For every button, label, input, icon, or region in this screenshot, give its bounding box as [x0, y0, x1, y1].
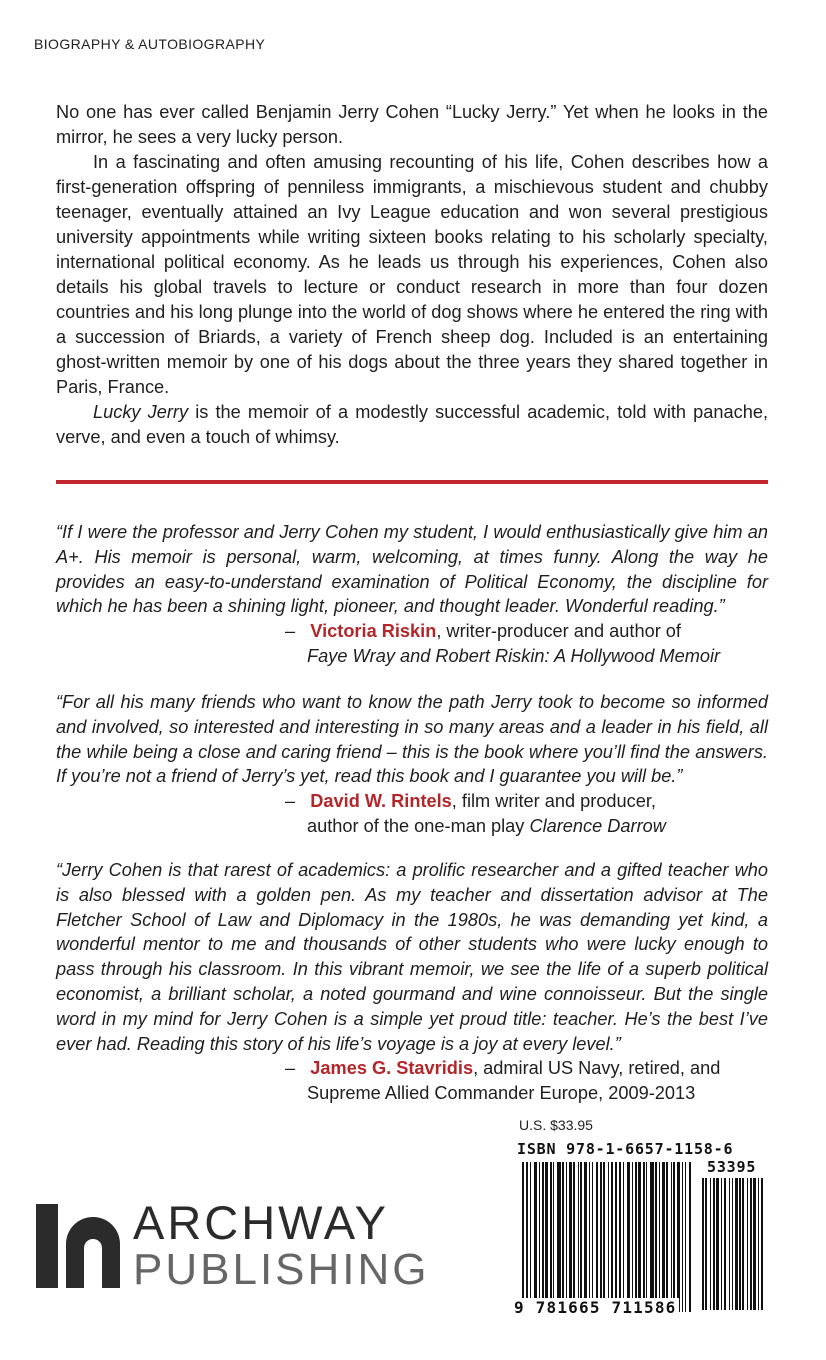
endorsement-1: [56, 520, 768, 669]
barcode-bar: [603, 1162, 605, 1312]
dash: –: [285, 1058, 296, 1079]
barcode-bar: [689, 1162, 691, 1312]
barcode-bar: [732, 1178, 733, 1310]
endorser-role: , admiral US Navy, retired, and: [473, 1058, 721, 1079]
barcode-bar: [753, 1178, 756, 1310]
barcode-bar: [542, 1162, 544, 1312]
blurb-paragraph-3: [56, 400, 768, 450]
barcode-bar: [671, 1162, 672, 1312]
blurb-paragraph-2: In a fascinating and often amusing recounting of his life, Cohen describes how a first-generation offspring of penniless immigrants, a mischievous student and chubby teenager, eventually attained an Ivy League education and won several prestigious university appointments while writing sixteen books relating to his scholarly specialty, international political economy. As he leads us through his experiences, Cohen also details his global travels to lecture or conduct research in more than four dozen countries and his long plunge into the world of dog shows where he entered the ring with a succession of Briards, a variety of French sheep dog. Included is an entertaining ghost-written memoir by one of his dogs about the three years they shared together in Paris, France.: [56, 152, 768, 397]
barcode-bar: [638, 1162, 641, 1312]
barcode-bar: [619, 1162, 621, 1312]
barcode-bar: [596, 1162, 598, 1312]
barcode-bar: [553, 1162, 554, 1312]
price-label: U.S. $33.95: [519, 1117, 593, 1133]
publisher-name-line1: ARCHWAY: [133, 1196, 389, 1249]
barcode-bar: [685, 1162, 686, 1312]
barcode-bar: [592, 1162, 593, 1312]
barcode-bar: [611, 1162, 613, 1312]
addon-code: 53395: [707, 1158, 757, 1176]
description-blurb: [56, 100, 768, 450]
barcode-bar: [562, 1162, 564, 1312]
barcode-bar: [534, 1162, 537, 1312]
barcode-bar: [526, 1162, 528, 1312]
barcode-bar: [713, 1178, 715, 1310]
endorser-name: James G. Stavridis: [310, 1058, 474, 1079]
barcode-bar: [635, 1162, 637, 1312]
barcode-bar: [530, 1162, 531, 1312]
barcode-bar: [742, 1178, 744, 1310]
blurb-paragraph-1: No one has ever called Benjamin Jerry Cohen “Lucky Jerry.” Yet when he looks in the mirror, he sees a very lucky person.: [56, 102, 768, 147]
endorser-role: , film writer and producer,: [451, 791, 656, 812]
barcode-bar: [747, 1178, 748, 1310]
endorser-role: , writer-producer and author of: [436, 621, 681, 642]
barcode-bar: [662, 1162, 665, 1312]
ean-digits: 9 781665 711586: [514, 1298, 677, 1317]
book-title: Lucky Jerry: [93, 402, 189, 422]
barcode-bar: [578, 1162, 579, 1312]
barcode-bar: [643, 1162, 645, 1312]
barcode-bar: [522, 1162, 524, 1312]
barcode-bar: [659, 1162, 660, 1312]
barcode-bar: [702, 1178, 704, 1310]
barcode-bar: [600, 1162, 602, 1312]
archway-logo-icon: [36, 1204, 120, 1288]
endorser-name: David W. Rintels: [310, 791, 452, 812]
isbn-label: ISBN 978-1-6657-1158-6: [517, 1140, 734, 1158]
barcode-bar: [557, 1162, 561, 1312]
barcode-bar: [721, 1178, 722, 1310]
barcode-bar: [724, 1178, 726, 1310]
endorsement-attribution: [285, 789, 768, 839]
endorsement-text: “For all his many friends who want to know the path Jerry took to become so informed and involved, so interested and interesting in so many areas and a leader in his field, all the while being a close and caring friend – this is the book where you’ll find the answers. If you’re not a friend of Jerry’s yet, read this book and I guarantee you will be.”: [56, 692, 768, 787]
endorser-name: Victoria Riskin: [310, 621, 437, 642]
barcode-bar: [580, 1162, 582, 1312]
barcode-bar: [739, 1178, 741, 1310]
endorser-work-title: Clarence Darrow: [529, 815, 666, 836]
barcode-bar: [627, 1162, 630, 1312]
barcode-bar: [545, 1162, 548, 1312]
category-label: BIOGRAPHY & AUTOBIOGRAPHY: [34, 36, 266, 52]
barcode-bar: [655, 1162, 657, 1312]
dash: –: [285, 621, 296, 642]
barcode-bar: [650, 1162, 654, 1312]
publisher-name-line2: PUBLISHING: [133, 1245, 430, 1294]
barcode-bar: [716, 1178, 719, 1310]
barcode-bar: [632, 1162, 633, 1312]
endorsement-attribution: [285, 1056, 768, 1106]
endorsement-attribution: [285, 619, 768, 669]
barcode-bar: [758, 1178, 759, 1310]
barcode-bar: [666, 1162, 668, 1312]
endorsement-2: [56, 690, 768, 839]
endorser-work: Faye Wray and Robert Riskin: A Hollywood Memoir: [307, 645, 721, 666]
barcode-bar: [539, 1162, 540, 1312]
barcode-bar: [705, 1178, 707, 1310]
blurb-paragraph-3-text: is the memoir of a modestly successful academic, told with panache, verve, and even a touch of whimsy.: [56, 402, 769, 447]
barcode-bar: [673, 1162, 675, 1312]
barcode-bar: [615, 1162, 617, 1312]
red-divider: [56, 480, 768, 484]
barcode-bar: [761, 1178, 763, 1310]
barcode-bar: [677, 1162, 680, 1312]
barcode-bar: [566, 1162, 567, 1312]
dash: –: [285, 791, 296, 812]
endorsement-text: “Jerry Cohen is that rarest of academics: a prolific researcher and a gifted teacher who is also blessed with a golden pen. As my teacher and dissertation advisor at The Fletcher School of Law and Diplomacy in the 1980s, he was demanding yet kind, a wonderful mentor to me and thousands of other students who were lucky enough to pass through his classroom. In this vibrant memoir, we see the life of a superb political economist, a brilliant scholar, a noted gourmand and wine connoisseur. But the single word in my mind for Jerry Cohen is a simple yet proud title: teacher. He’s the best I’ve ever had. Reading this story of his life’s voyage is a joy at every level.”: [56, 860, 768, 1054]
isbn-barcode: [522, 1162, 692, 1312]
barcode-bar: [729, 1178, 730, 1310]
endorsement-3: [56, 858, 768, 1106]
barcode-bar: [623, 1162, 624, 1312]
endorser-work-prefix: author of the one-man play: [307, 815, 530, 836]
barcode-bar: [682, 1162, 683, 1312]
barcode-bar: [573, 1162, 575, 1312]
barcode-bar: [550, 1162, 552, 1312]
endorser-work-line: [307, 814, 768, 839]
endorsement-text: “If I were the professor and Jerry Cohen my student, I would enthusiastically give him an A+. His memoir is personal, warm, welcoming, at times funny. Along the way he provides an easy-to-understand examination of Political Economy, the discipline for which he has been a shining light, pioneer, and thought leader. Wonderful reading.”: [56, 522, 768, 617]
barcode-bar: [646, 1162, 647, 1312]
barcode-bar: [750, 1178, 752, 1310]
price-addon-barcode: [702, 1178, 766, 1310]
barcode-bar: [584, 1162, 587, 1312]
endorser-title: Supreme Allied Commander Europe, 2009-2013: [307, 1083, 696, 1104]
barcode-bar: [589, 1162, 590, 1312]
barcode-bar: [710, 1178, 711, 1310]
barcode-bar: [735, 1178, 738, 1310]
barcode-bar: [569, 1162, 572, 1312]
barcode-bar: [608, 1162, 609, 1312]
